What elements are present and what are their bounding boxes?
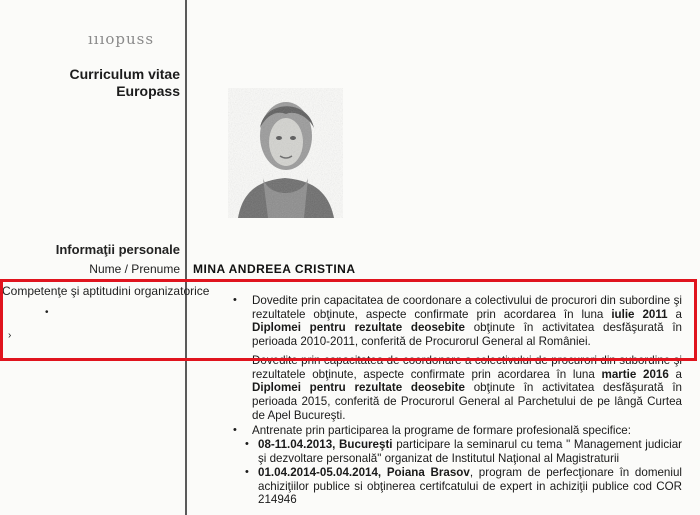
cv-title-line1: Curriculum vitae <box>69 66 180 82</box>
bullet-icon: • <box>233 424 237 436</box>
bold-run: martie 2016 <box>601 367 669 381</box>
text-run: a <box>668 367 683 381</box>
training-item-1 <box>258 438 682 465</box>
highlight-box <box>0 279 697 361</box>
portrait-photo <box>228 88 343 218</box>
cv-title-line2: Europass <box>116 83 180 99</box>
text-run: , program de perfecţionare în domeniul achiziţiilor publice si obţinerea certifcatului de expert in achiziţii publice cod COR 214946 <box>258 466 682 507</box>
bold-run: iulie 2011 <box>611 307 668 321</box>
bold-run: 08-11.04.2013, Bucureşti <box>258 438 393 451</box>
europass-logo: ıııopuss <box>88 30 155 48</box>
column-divider <box>185 0 187 515</box>
competence-item-3: Antrenate prin participarea la programe de formare profesională specifice: <box>252 424 631 437</box>
text-run: Dovedite prin capacitatea de coordonare a colectivului de procurori din subordine şi rezultatele obţinute, aspecte confirmate prin acordarea în luna <box>252 354 682 381</box>
margin-mark: › <box>8 330 12 341</box>
text-run: obţinute în activitatea desfăşurată în perioada 2015, conferită de Procurorul General al Parchetului de pe lângă Curtea de Apel Bucureşti. <box>252 381 682 422</box>
competences-label: Competenţe şi aptitudini organizatorice <box>2 284 210 298</box>
cv-title <box>70 66 180 100</box>
text-run: participare la seminarul cu tema " Management judiciar şi dezvoltare personală" organizat de Institutul Naţional al Magistraturii <box>258 438 682 465</box>
name-label: Nume / Prenume <box>89 262 180 276</box>
training-item-2 <box>258 466 682 507</box>
text-run: obţinute în activitatea desfăşurată în perioada 2010-2011, conferită de Procurorul General al României. <box>252 321 682 349</box>
text-run: Dovedite prin capacitatea de coordonare a colectivului de procurori din subordine şi rezultatele obţinute, aspecte confirmate prin acordarea în luna <box>252 294 682 321</box>
bullet-icon: • <box>233 294 237 306</box>
bullet-icon: • <box>233 354 237 366</box>
text-run: a <box>667 307 682 321</box>
bold-run: Diplomei pentru rezultate deosebite <box>252 381 465 395</box>
bold-run: 01.04.2014-05.04.2014, Poiana Brasov <box>258 466 470 479</box>
section-title-personal-info: Informaţii personale <box>55 242 180 257</box>
sub-bullet-icon: • <box>245 466 249 478</box>
name-value: MINA ANDREEA CRISTINA <box>193 262 356 276</box>
bold-run: Diplomei pentru rezultate deosebite <box>252 321 465 335</box>
sub-bullet-icon: • <box>245 438 249 450</box>
competence-item-2 <box>252 354 682 423</box>
margin-mark: • <box>45 307 49 318</box>
